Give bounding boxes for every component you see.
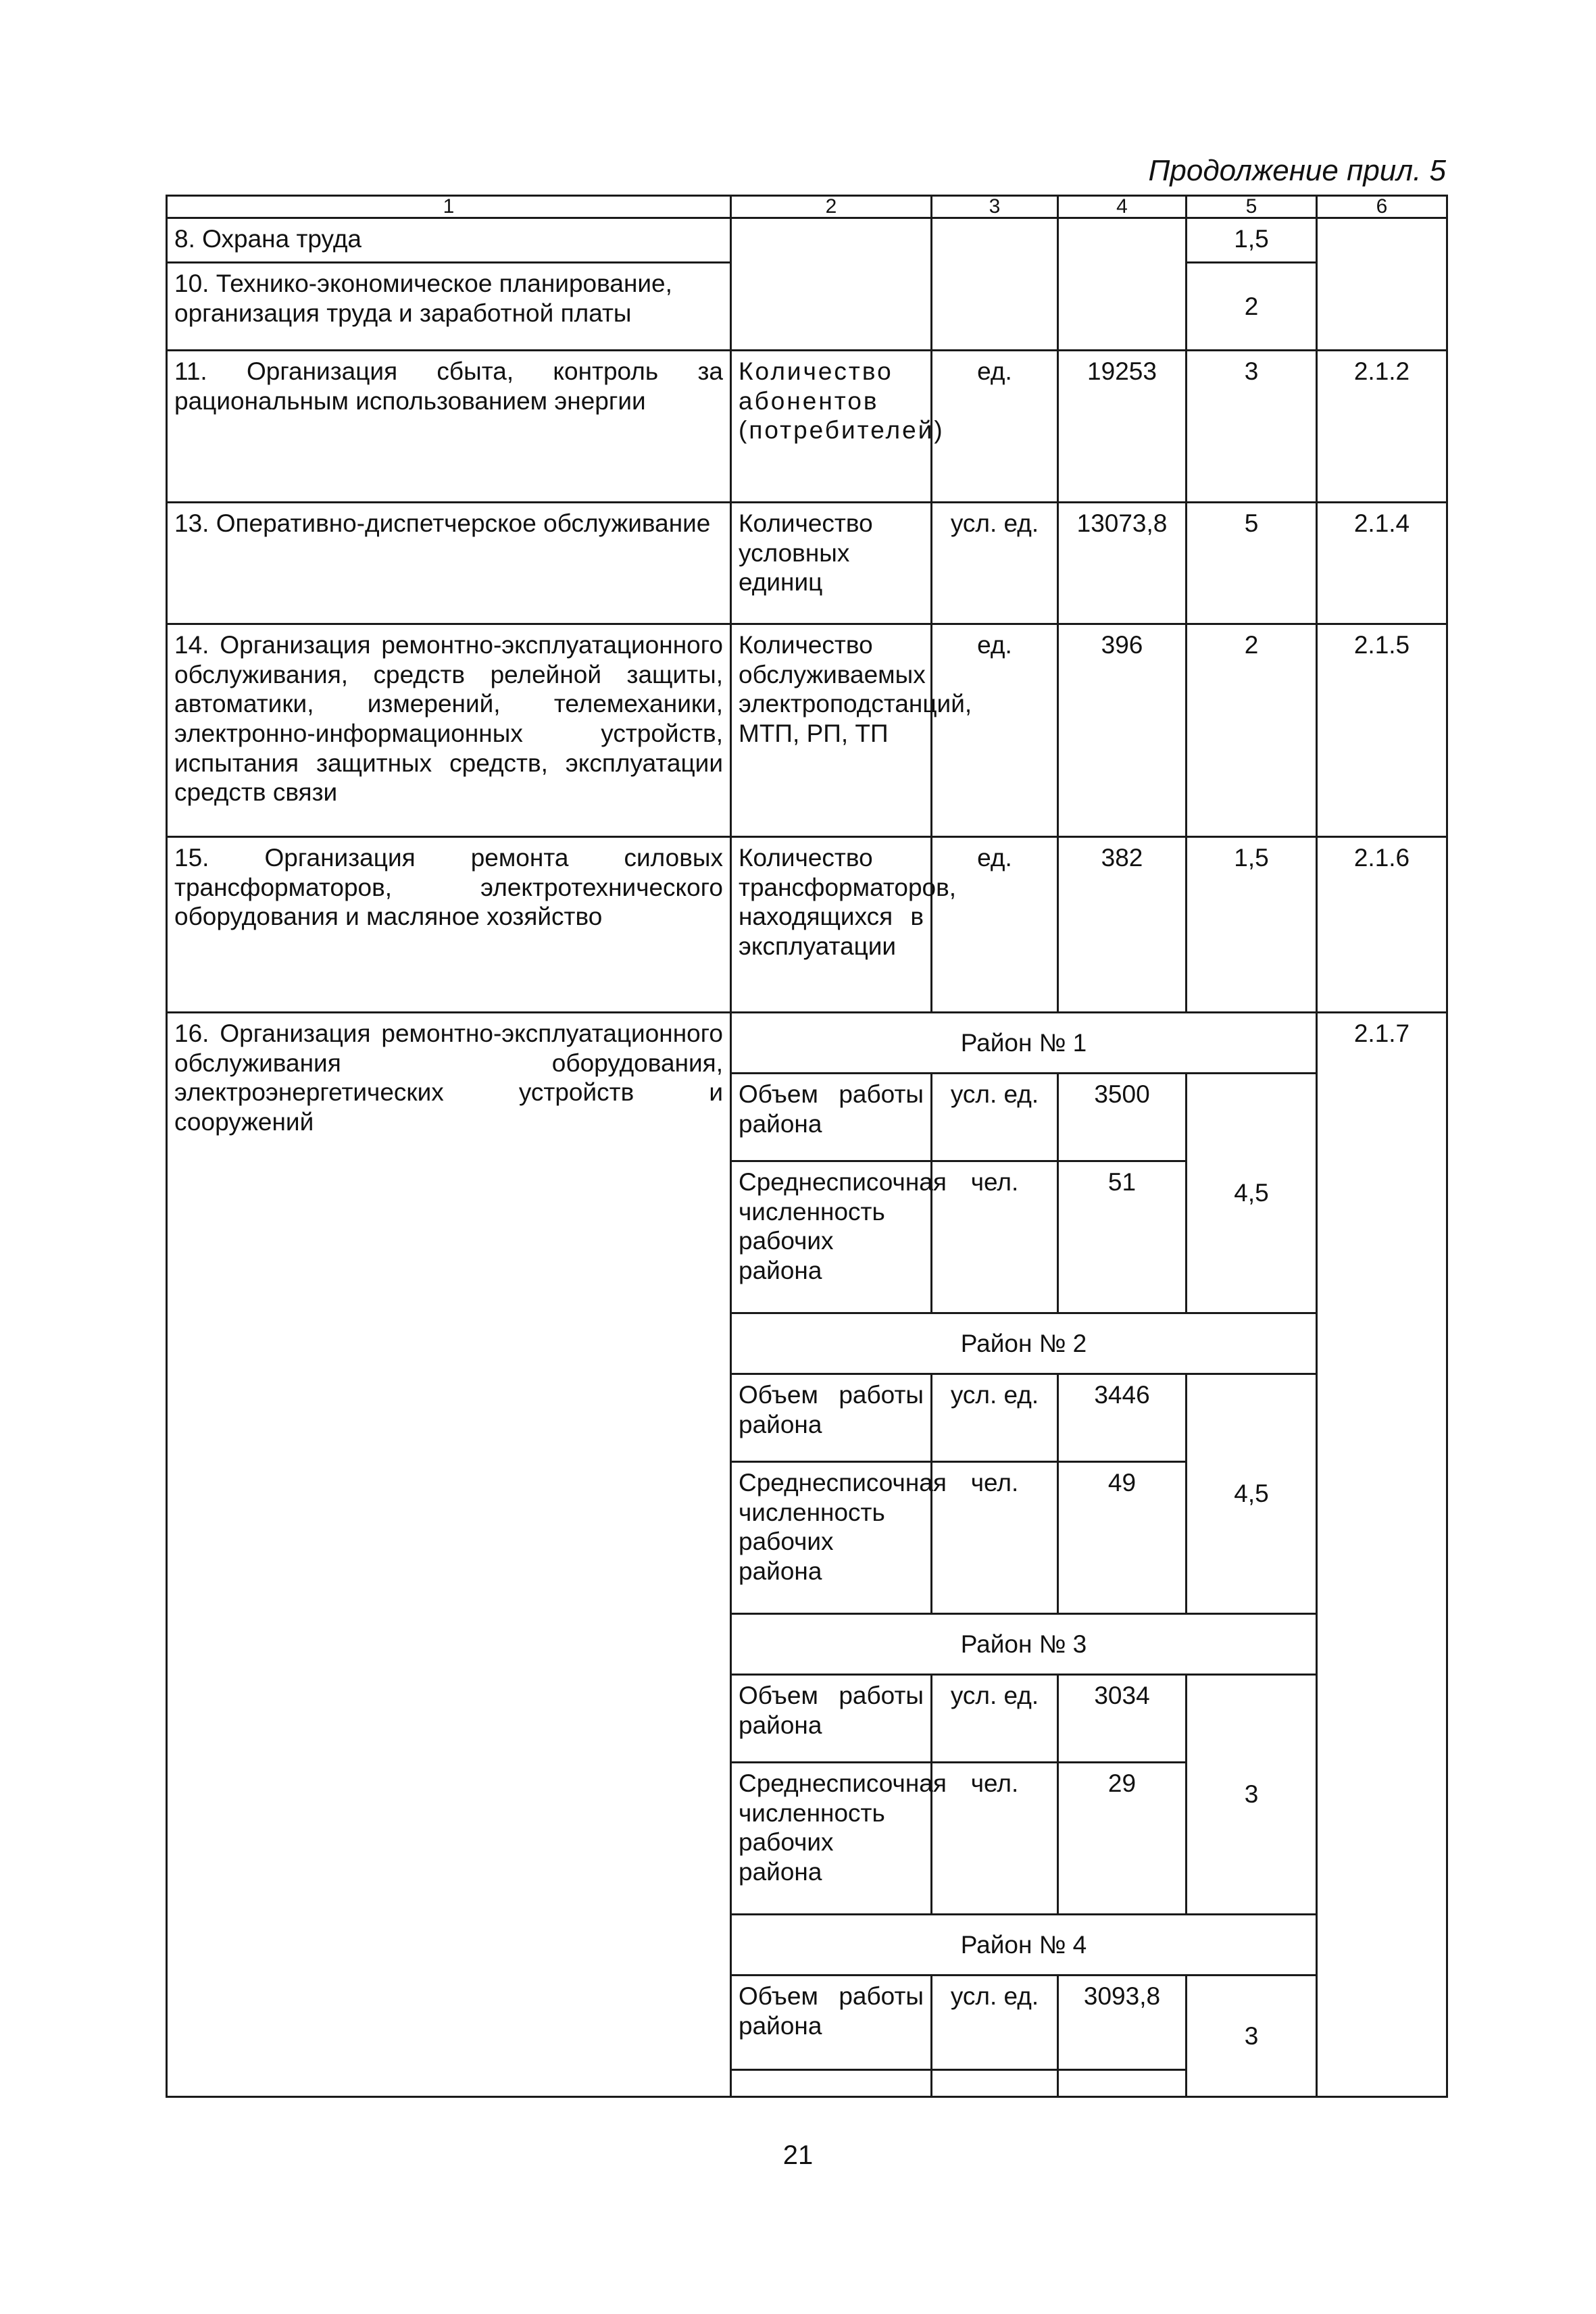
value-cell: 382: [1058, 837, 1187, 1013]
value-cell: 13073,8: [1058, 503, 1187, 624]
unit-cell: чел.: [932, 1763, 1058, 1915]
table-row: [167, 503, 1447, 624]
unit-cell: ед.: [932, 837, 1058, 1013]
district-title-row: [167, 1013, 1447, 1074]
value-cell: 19253: [1058, 351, 1187, 503]
column-number: 3: [932, 196, 1058, 218]
empty-cell: [1058, 218, 1187, 351]
column-number: 5: [1187, 196, 1317, 218]
unit-cell: ед.: [932, 351, 1058, 503]
continuation-header: Продолжение прил. 5: [1148, 154, 1446, 187]
appendix-table: [166, 195, 1448, 2098]
empty-cell: [731, 2070, 932, 2097]
volume-label: Объем работы района: [731, 1074, 932, 1161]
ref-cell: 2.1.5: [1317, 624, 1447, 837]
staff-label: Среднесписочная численность рабочих района: [731, 1161, 932, 1313]
norm-cell: 2: [1187, 263, 1317, 351]
district-title: Район № 4: [731, 1915, 1317, 1976]
norm-cell: 4,5: [1187, 1074, 1317, 1313]
value-cell: 51: [1058, 1161, 1187, 1313]
unit-cell: усл. ед.: [932, 1374, 1058, 1462]
row-name: 10. Технико-экономическое планирование, организация труда и заработной платы: [167, 263, 731, 351]
value-cell: 3034: [1058, 1675, 1187, 1763]
table-row: [167, 837, 1447, 1013]
value-cell: 49: [1058, 1462, 1187, 1614]
norm-cell: 1,5: [1187, 218, 1317, 263]
empty-cell: [1058, 2070, 1187, 2097]
unit-cell: чел.: [932, 1161, 1058, 1313]
volume-label: Объем работы района: [731, 1976, 932, 2070]
unit-cell: ед.: [932, 624, 1058, 837]
value-cell: 3093,8: [1058, 1976, 1187, 2070]
norm-cell: 1,5: [1187, 837, 1317, 1013]
empty-cell: [932, 218, 1058, 351]
volume-label: Объем работы района: [731, 1374, 932, 1462]
table-row: [167, 624, 1447, 837]
row-name: 11. Организация сбыта, контроль за рациональным использованием энергии: [167, 351, 731, 503]
value-cell: 29: [1058, 1763, 1187, 1915]
indicator-cell: Количество абонентов (потребителей): [731, 351, 932, 503]
staff-label: Среднесписочная численность рабочих района: [731, 1763, 932, 1915]
empty-cell: [731, 218, 932, 351]
indicator-cell: Количество обслуживаемых электроподстанций, МТП, РП, ТП: [731, 624, 932, 837]
column-number: 2: [731, 196, 932, 218]
norm-cell: 2: [1187, 624, 1317, 837]
norm-cell: 3: [1187, 1675, 1317, 1915]
value-cell: 396: [1058, 624, 1187, 837]
ref-cell: 2.1.7: [1317, 1013, 1447, 2097]
empty-cell: [932, 2070, 1058, 2097]
row-name: 8. Охрана труда: [167, 218, 731, 263]
ref-cell: 2.1.2: [1317, 351, 1447, 503]
table-row: [167, 218, 1447, 263]
volume-label: Объем работы района: [731, 1675, 932, 1763]
column-number-row: [167, 196, 1447, 218]
unit-cell: усл. ед.: [932, 1675, 1058, 1763]
row-name: 15. Организация ремонта силовых трансформаторов, электротехнического оборудования и масляное хозяйство: [167, 837, 731, 1013]
indicator-cell: Количество трансформаторов, находящихся в эксплуатации: [731, 837, 932, 1013]
column-number: 4: [1058, 196, 1187, 218]
indicator-cell: Количество условных единиц: [731, 503, 932, 624]
norm-cell: 5: [1187, 503, 1317, 624]
norm-cell: 3: [1187, 351, 1317, 503]
unit-cell: усл. ед.: [932, 1074, 1058, 1161]
ref-cell: 2.1.6: [1317, 837, 1447, 1013]
page-number: 21: [782, 2140, 814, 2170]
district-title: Район № 1: [731, 1013, 1317, 1074]
table-row: [167, 351, 1447, 503]
value-cell: 3446: [1058, 1374, 1187, 1462]
row-name: 16. Организация ремонтно-эксплуатационного обслуживания оборудования, электроэнергетических устройств и сооружений: [167, 1013, 731, 2097]
ref-cell: 2.1.4: [1317, 503, 1447, 624]
row-name: 13. Оперативно-диспетчерское обслуживание: [167, 503, 731, 624]
column-number: 1: [167, 196, 731, 218]
unit-cell: чел.: [932, 1462, 1058, 1614]
staff-label: Среднесписочная численность рабочих района: [731, 1462, 932, 1614]
district-title: Район № 2: [731, 1313, 1317, 1374]
unit-cell: усл. ед.: [932, 1976, 1058, 2070]
unit-cell: усл. ед.: [932, 503, 1058, 624]
column-number: 6: [1317, 196, 1447, 218]
norm-cell: 3: [1187, 1976, 1317, 2097]
value-cell: 3500: [1058, 1074, 1187, 1161]
empty-cell: [1317, 218, 1447, 351]
district-title: Район № 3: [731, 1614, 1317, 1675]
row-name: 14. Организация ремонтно-эксплуатационного обслуживания, средств релейной защиты, автоматики, измерений, телемеханики, электронно-информационных устройств, испытания защитных средств, эксплуатации средств связи: [167, 624, 731, 837]
norm-cell: 4,5: [1187, 1374, 1317, 1614]
